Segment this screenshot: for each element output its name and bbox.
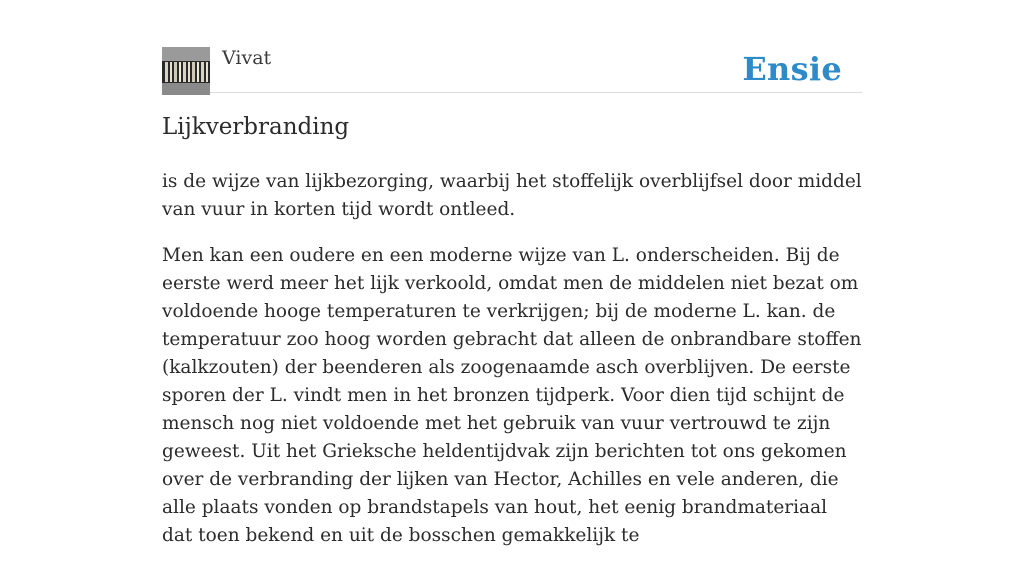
- book-spines-icon: [162, 47, 210, 95]
- source-name[interactable]: Vivat: [222, 47, 272, 69]
- header: [162, 46, 862, 93]
- article-body: [162, 168, 862, 568]
- page-title: Lijkverbranding: [162, 114, 350, 140]
- avatar[interactable]: [162, 47, 210, 95]
- article-paragraph: Men kan een oudere en een moderne wijze van L. onderscheiden. Bij de eerste werd meer het lijk verkoold, omdat men de middelen niet bezat om voldoende hooge temperaturen te verkrijgen; bij de moderne L. kan. de temperatuur zoo hoog worden gebracht dat alleen de onbrandbare stoffen (kalkzouten) der beenderen als zoogenaamde asch overblijven. De eerste sporen der L. vindt men in het bronzen tijdperk. Voor dien tijd schijnt de mensch nog niet voldoende met het gebruik van vuur vertrouwd te zijn geweest. Uit het Grieksche heldentijdvak zijn berichten tot ons gekomen over de verbranding der lijken van Hector, Achilles en vele anderen, die alle plaats vonden op brandstapels van hout, het eenig brandmateriaal dat toen bekend en uit de bosschen gemakkelijk te: [162, 245, 862, 546]
- article-paragraph: is de wijze van lijkbezorging, waarbij het stoffelijk overblijfsel door middel van vuur in korten tijd wordt ontleed.: [162, 171, 862, 220]
- brand-logo[interactable]: Ensie: [742, 50, 842, 88]
